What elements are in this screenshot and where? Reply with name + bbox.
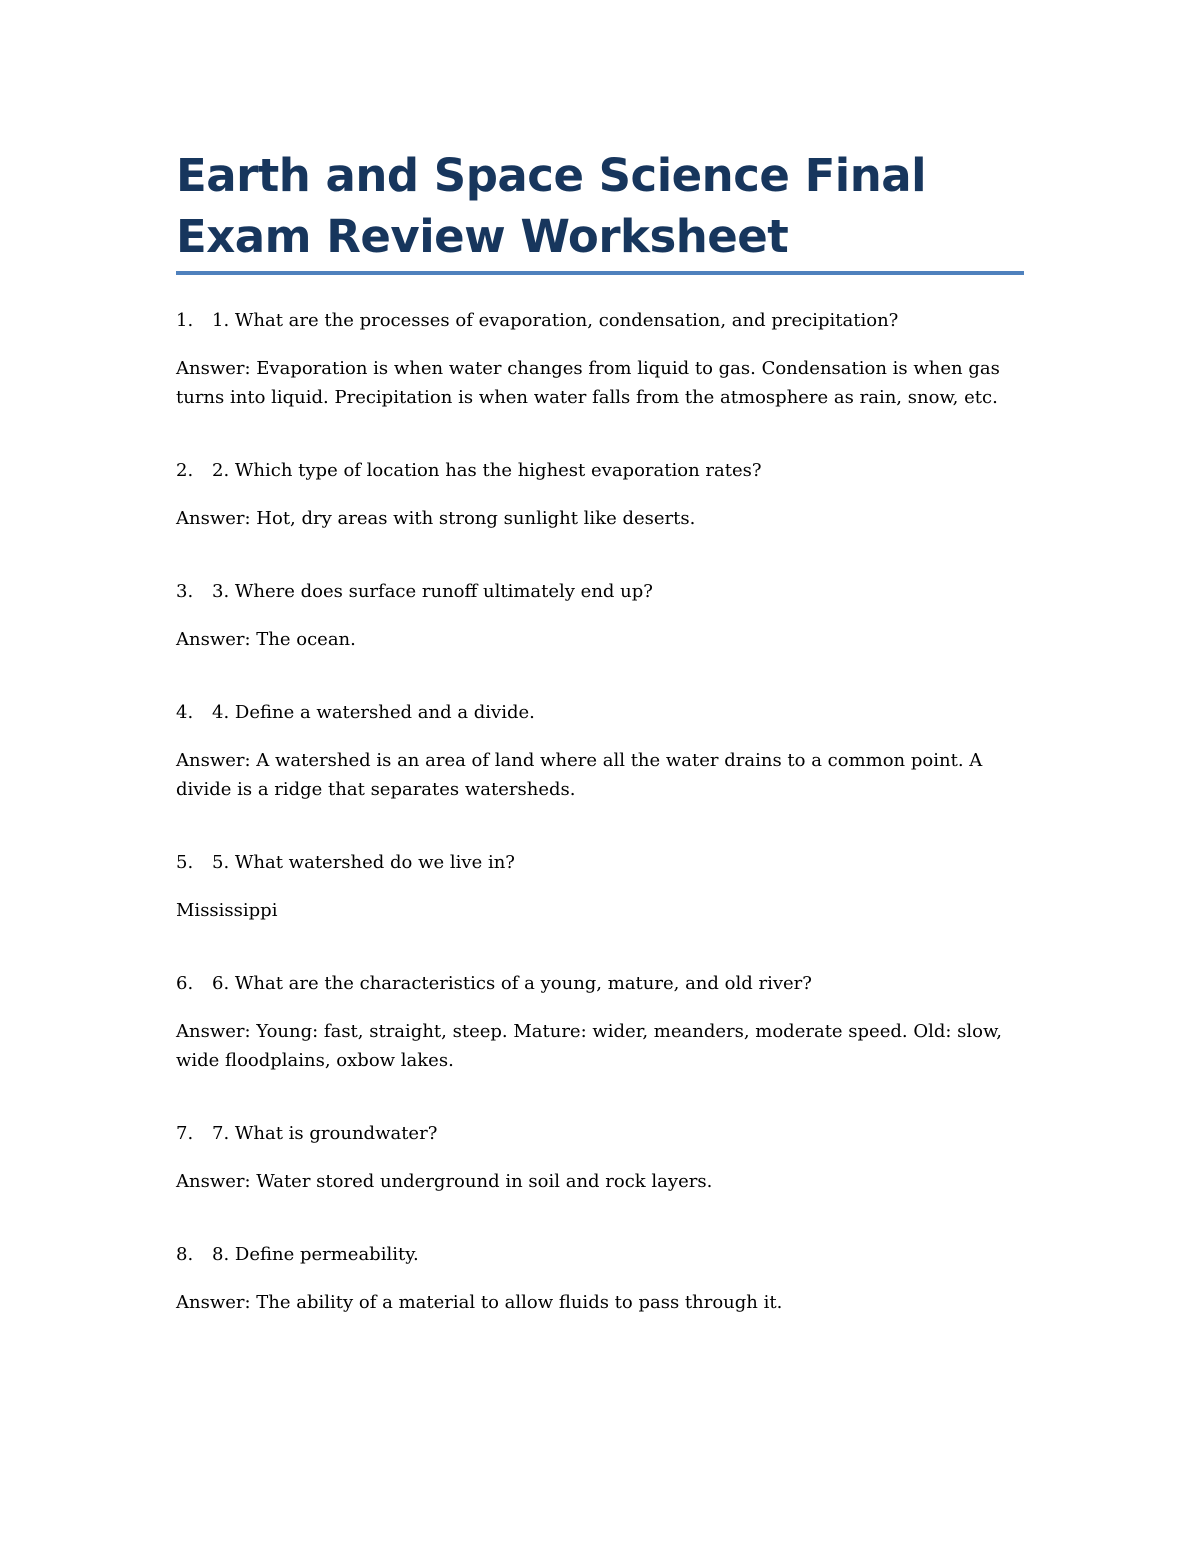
question-item bbox=[176, 1119, 1024, 1196]
question-line bbox=[176, 1240, 1024, 1269]
question-number: 5. bbox=[176, 852, 194, 873]
question-line bbox=[176, 456, 1024, 485]
answer-text: Answer: Evaporation is when water changes from liquid to gas. Condensation is when gas turns into liquid. Precipitation is when water falls from the atmosphere as rain, snow, etc. bbox=[176, 358, 1000, 408]
question-number: 8. bbox=[176, 1244, 194, 1265]
question-number: 4. bbox=[176, 702, 194, 723]
question-item bbox=[176, 306, 1024, 412]
question-item bbox=[176, 969, 1024, 1075]
question-text: 7. What is groundwater? bbox=[212, 1123, 438, 1144]
question-item bbox=[176, 698, 1024, 804]
question-text: 1. What are the processes of evaporation, condensation, and precipitation? bbox=[212, 310, 899, 331]
question-line bbox=[176, 577, 1024, 606]
question-text: 2. Which type of location has the highest evaporation rates? bbox=[212, 460, 762, 481]
question-text: 4. Define a watershed and a divide. bbox=[212, 702, 535, 723]
question-number: 6. bbox=[176, 973, 194, 994]
answer-text: Answer: Young: fast, straight, steep. Mature: wider, meanders, moderate speed. Old: slow, wide floodplains, oxbow lakes. bbox=[176, 1021, 1002, 1071]
question-list bbox=[176, 306, 1024, 1361]
question-item bbox=[176, 1240, 1024, 1317]
answer-text: Answer: Water stored underground in soil and rock layers. bbox=[176, 1171, 713, 1192]
title-underline-rule bbox=[176, 271, 1024, 275]
question-number: 3. bbox=[176, 581, 194, 602]
question-item bbox=[176, 577, 1024, 654]
question-text: 5. What watershed do we live in? bbox=[212, 852, 515, 873]
question-line bbox=[176, 848, 1024, 877]
question-line bbox=[176, 1119, 1024, 1148]
question-line bbox=[176, 306, 1024, 335]
question-text: 3. Where does surface runoff ultimately end up? bbox=[212, 581, 653, 602]
document-title: Earth and Space Science Final Exam Review Worksheet bbox=[176, 149, 927, 263]
question-number: 2. bbox=[176, 460, 194, 481]
question-number: 7. bbox=[176, 1123, 194, 1144]
question-line bbox=[176, 698, 1024, 727]
question-text: 6. What are the characteristics of a young, mature, and old river? bbox=[212, 973, 812, 994]
answer-text: Mississippi bbox=[176, 900, 278, 921]
answer-text: Answer: Hot, dry areas with strong sunlight like deserts. bbox=[176, 508, 696, 529]
question-text: 8. Define permeability. bbox=[212, 1244, 419, 1265]
question-number: 1. bbox=[176, 310, 194, 331]
question-item bbox=[176, 848, 1024, 925]
question-item bbox=[176, 456, 1024, 533]
answer-text: Answer: The ability of a material to allow fluids to pass through it. bbox=[176, 1292, 783, 1313]
answer-text: Answer: The ocean. bbox=[176, 629, 356, 650]
question-line bbox=[176, 969, 1024, 998]
answer-text: Answer: A watershed is an area of land where all the water drains to a common point. A divide is a ridge that separates watersheds. bbox=[176, 750, 983, 800]
